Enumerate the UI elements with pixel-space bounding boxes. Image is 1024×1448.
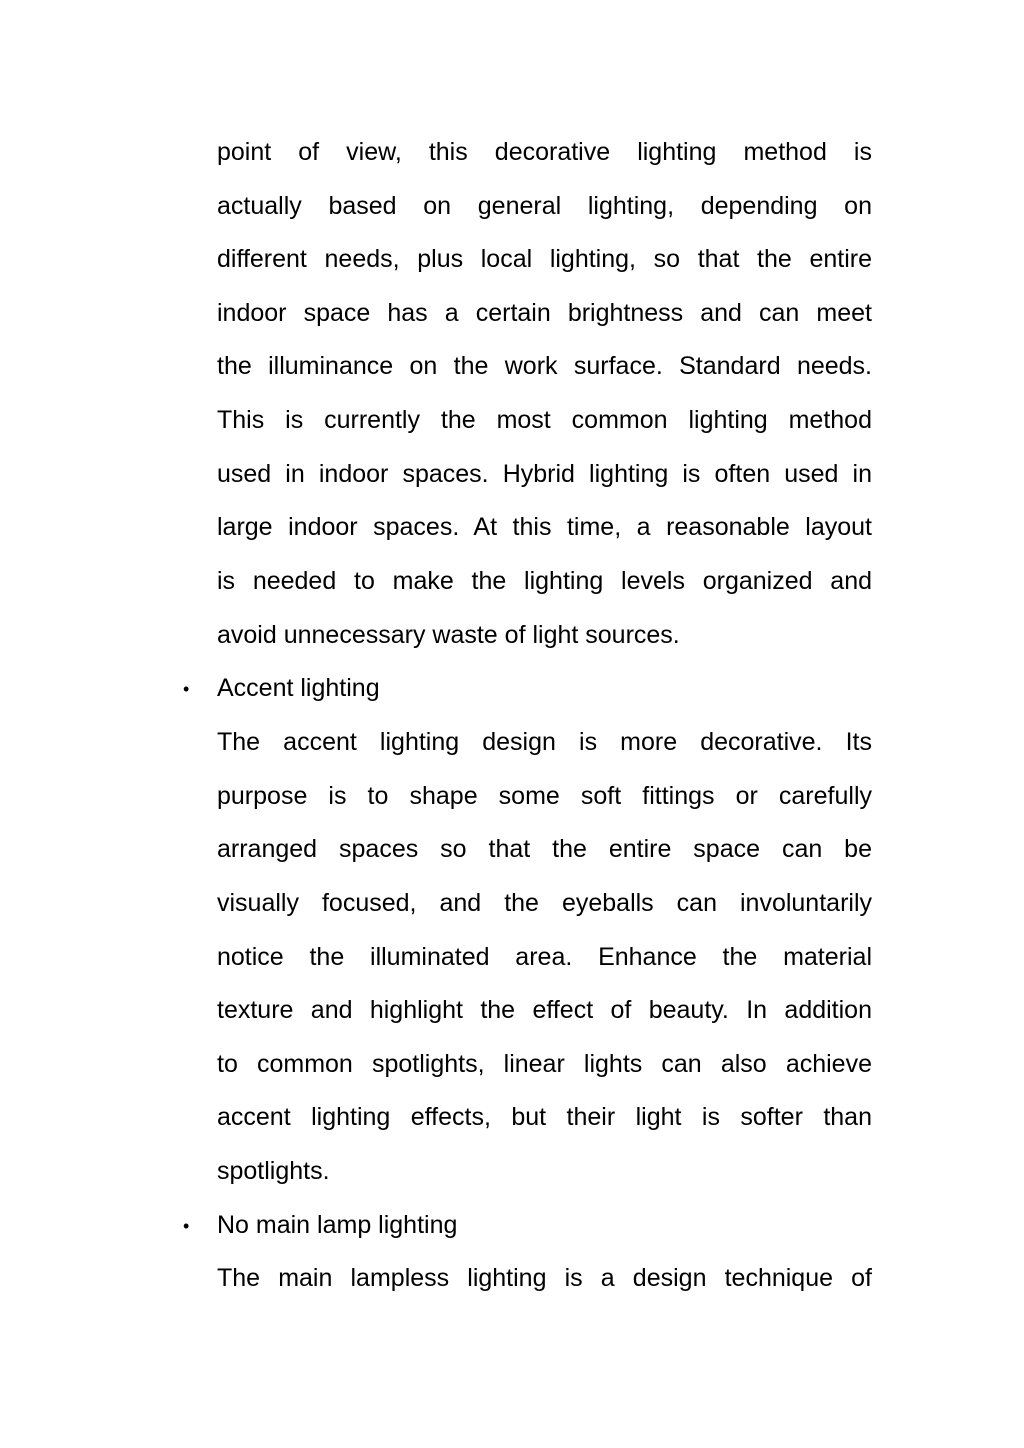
- paragraph-line: is needed to make the lighting levels organized and: [217, 567, 872, 595]
- bullet-icon: •: [183, 1216, 190, 1236]
- paragraph-line: The main lampless lighting is a design technique of: [217, 1264, 872, 1292]
- paragraph-line: arranged spaces so that the entire space can be: [217, 835, 872, 863]
- paragraph-line: This is currently the most common lighting method: [217, 406, 872, 434]
- paragraph-line: spotlights.: [217, 1157, 330, 1185]
- section-heading-accent-lighting: Accent lighting: [217, 674, 380, 702]
- paragraph-line: accent lighting effects, but their light is softer than: [217, 1103, 872, 1131]
- paragraph-line: The accent lighting design is more decorative. Its: [217, 728, 872, 756]
- section-heading-no-main-lamp-lighting: No main lamp lighting: [217, 1211, 458, 1239]
- paragraph-line: point of view, this decorative lighting method is: [217, 138, 872, 166]
- paragraph-line: purpose is to shape some soft fittings or carefully: [217, 782, 872, 810]
- paragraph-line: visually focused, and the eyeballs can involuntarily: [217, 889, 872, 917]
- paragraph-line: indoor space has a certain brightness and can meet: [217, 299, 872, 327]
- paragraph-line: actually based on general lighting, depending on: [217, 192, 872, 220]
- paragraph-line: different needs, plus local lighting, so that the entire: [217, 245, 872, 273]
- paragraph-line: used in indoor spaces. Hybrid lighting is often used in: [217, 460, 872, 488]
- paragraph-line: avoid unnecessary waste of light sources.: [217, 621, 680, 649]
- bullet-icon: •: [183, 679, 190, 699]
- paragraph-line: texture and highlight the effect of beauty. In addition: [217, 996, 872, 1024]
- paragraph-line: the illuminance on the work surface. Standard needs.: [217, 352, 872, 380]
- paragraph-line: to common spotlights, linear lights can also achieve: [217, 1050, 872, 1078]
- paragraph-line: notice the illuminated area. Enhance the material: [217, 943, 872, 971]
- paragraph-line: large indoor spaces. At this time, a reasonable layout: [217, 513, 872, 541]
